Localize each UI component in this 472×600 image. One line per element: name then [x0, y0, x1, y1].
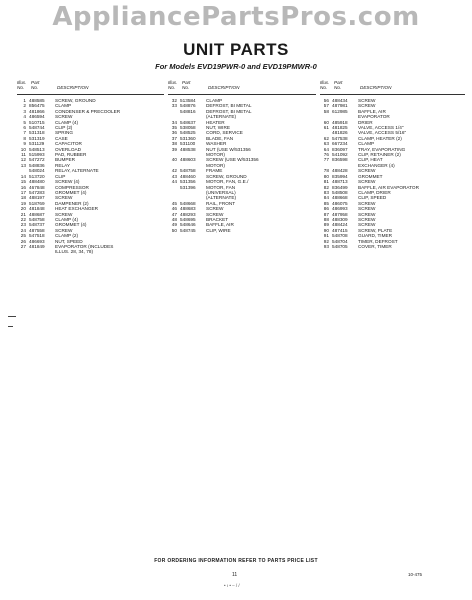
illus-number: 10 [20, 146, 26, 152]
illus-number: 4 [23, 114, 26, 120]
part-description: SCREW [358, 200, 376, 206]
part-description: GROMMET (4) [55, 222, 87, 228]
part-number: 488480 [29, 179, 45, 185]
part-number: 513720 [29, 173, 45, 179]
part-number: 488603 [180, 157, 196, 163]
part-description: GROMMET [358, 173, 383, 179]
part-number: 486993 [332, 206, 348, 212]
part-no-header: No. [182, 85, 190, 90]
part-number [29, 249, 55, 254]
illus-header: Illus. [17, 80, 27, 85]
illus-no-header: No. [320, 85, 328, 90]
illus-number: 93 [323, 243, 329, 249]
part-number: 548704 [332, 238, 348, 244]
part-number: 488428 [332, 168, 348, 174]
illus-number: 26 [20, 238, 26, 244]
illus-number: 5 [23, 119, 26, 125]
part-number: 513584 [180, 98, 196, 103]
part-number: 485918 [332, 119, 348, 125]
ordering-footer: FOR ORDERING INFORMATION REFER TO PARTS PRICE LIST [154, 558, 318, 564]
part-number: 547518 [29, 233, 45, 239]
part-description: HEAT EXCHANGER [55, 206, 99, 212]
part-header: Part [334, 80, 343, 85]
part-number: 548744 [29, 125, 45, 131]
illus-number: 6 [23, 125, 26, 131]
part-description: VALVE, ACCESS 1/4" [358, 125, 404, 131]
part-description: EXCHANGER (4) [358, 162, 395, 168]
illus-number: 44 [171, 179, 177, 185]
part-description: PAD, RUBBER [55, 152, 87, 158]
bottom-mark: • ı • – / / [224, 583, 240, 588]
page-number: 11 [232, 572, 238, 578]
parts-row [168, 228, 316, 233]
part-number: 548525 [180, 130, 196, 136]
part-description: RAIL, FRONT [206, 200, 236, 206]
illus-number: 48 [171, 216, 177, 222]
illus-number: 1 [23, 98, 26, 103]
part-description: COVER, TIMER [358, 243, 392, 249]
part-number: 836097 [332, 146, 348, 152]
part-description: BUMPER [55, 157, 76, 163]
part-description: SCREW [358, 206, 376, 212]
illus-number: 62 [323, 135, 329, 141]
illus-number: 38 [171, 141, 177, 147]
illus-number: 89 [323, 222, 329, 228]
illus-number: 8 [23, 135, 26, 141]
part-description: RELAY, ALTERNATE [55, 168, 99, 174]
part-number: 531100 [180, 141, 196, 147]
part-number: 486075 [332, 200, 348, 206]
part-description: EVAPORATOR [358, 114, 390, 120]
part-number: 481866 [29, 108, 45, 114]
part-description: EVAPORATOR (INCLUDES [55, 243, 114, 249]
part-number: 481825 [332, 125, 348, 131]
part-number: 835994 [332, 173, 348, 179]
illus-number: 92 [323, 238, 329, 244]
part-number: 488434 [332, 98, 348, 103]
part-description: FRAME [206, 168, 223, 174]
illus-number: 22 [20, 216, 26, 222]
illus-header: Illus. [168, 80, 178, 85]
part-number: 547283 [29, 189, 45, 195]
part-number: 538058 [180, 125, 196, 131]
illus-no-header: No. [17, 85, 25, 90]
parts-column-1 [17, 80, 164, 255]
part-number: 836499 [332, 184, 348, 190]
illus-number: 49 [171, 222, 177, 228]
part-number: 548708 [332, 233, 348, 239]
part-number: 510715 [29, 119, 45, 125]
illus-number: 40 [171, 157, 177, 163]
part-description: CLAMP (4) [55, 216, 79, 222]
illus-number: 35 [171, 125, 177, 131]
part-description: BRACKET [206, 216, 229, 222]
part-description: NUT, SPEED [55, 238, 83, 244]
part-number: 531396 [180, 184, 196, 190]
part-description: BAFFLE, AIR EVAPORATOR [358, 184, 419, 190]
illus-number: 16 [20, 184, 26, 190]
illus-number: 34 [171, 119, 177, 125]
illus-header: Illus. [320, 80, 330, 85]
part-description: SCREW, GROUND [206, 173, 247, 179]
part-description: SCREW, GROUND [55, 98, 96, 103]
illus-number: 47 [171, 211, 177, 217]
illus-number: 2 [23, 103, 26, 109]
illus-number: 83 [323, 189, 329, 195]
illus-number: 77 [323, 157, 329, 163]
part-description: DEFROST, BI METAL [206, 103, 252, 109]
illus-number: 87 [323, 211, 329, 217]
part-description: (ALTERNATE) [206, 114, 237, 120]
illus-number: 37 [171, 135, 177, 141]
part-number: 481826 [332, 130, 348, 136]
part-description: DEFROST, BI METAL [206, 108, 252, 114]
illus-number: 90 [323, 227, 329, 233]
part-description: BLADE, FAN [206, 135, 234, 141]
part-number: 531360 [180, 135, 196, 141]
part-number: 488668 [332, 195, 348, 201]
illus-number: 17 [20, 189, 26, 195]
illus-number: 15 [20, 179, 26, 185]
page-subtitle: For Models EVD19PWR-0 and EVD19PMWR-0 [155, 62, 317, 71]
part-description: CLIP [55, 173, 66, 179]
parts-column-2 [168, 80, 316, 233]
illus-number: 25 [20, 233, 26, 239]
illus-number: 88 [323, 216, 329, 222]
description-header: DESCRIPTION [208, 85, 240, 90]
illus-number: 43 [171, 173, 177, 179]
part-number: 488460 [180, 173, 196, 179]
illus-number: 84 [323, 195, 329, 201]
illus-number: 80 [323, 173, 329, 179]
part-description: NUT, WIRE [206, 125, 230, 131]
illus-number: 46 [171, 206, 177, 212]
watermark-text: AppliancePartsPros.com [52, 2, 420, 32]
illus-number: 81 [323, 179, 329, 185]
part-description: CLIP, SPEED [358, 195, 387, 201]
part-number: 488687 [29, 211, 45, 217]
illus-number: 82 [323, 184, 329, 190]
illus-number: 7 [23, 130, 26, 136]
part-number: 487958 [332, 211, 348, 217]
part-description: SCREW [358, 216, 376, 222]
part-description: CLAMP (4) [55, 119, 79, 125]
part-number: 548024 [29, 168, 45, 174]
illus-number: 85 [323, 200, 329, 206]
illus-number: 76 [323, 152, 329, 158]
part-number: 487415 [332, 227, 348, 233]
part-description: MOTOR, FAN [206, 184, 236, 190]
part-number: 531319 [29, 135, 45, 141]
part-number: 486594 [29, 114, 45, 120]
part-number: 547538 [332, 135, 348, 141]
illus-number: 11 [21, 152, 26, 158]
part-description: DRIER [358, 119, 373, 125]
part-description: SCREW [358, 168, 376, 174]
part-number: 548695 [180, 216, 196, 222]
part-number: 488197 [29, 195, 45, 201]
part-number: 548876 [180, 103, 196, 109]
parts-column-3 [320, 80, 465, 249]
part-number: 547272 [29, 157, 45, 163]
part-description: SCREW [206, 206, 224, 212]
part-description: BAFFLE, AIR [358, 108, 386, 114]
illus-number: 20 [20, 206, 26, 212]
part-description: MOTOR) [206, 162, 225, 168]
part-number: 612985 [332, 108, 348, 114]
part-number: 531129 [29, 141, 45, 147]
part-description: BAFFLE, AIR [206, 222, 234, 228]
part-number: 548637 [180, 119, 196, 125]
part-description: SCREW [55, 195, 73, 201]
illus-number [17, 249, 29, 254]
part-number: 531318 [29, 130, 45, 136]
illus-number: 12 [20, 157, 26, 163]
part-description: CLAMP (2) [55, 233, 79, 239]
part-description: CAPACITOR [55, 141, 82, 147]
illus-number: 9 [23, 141, 26, 147]
part-number: 856475 [29, 103, 45, 109]
part-number: 548836 [29, 162, 45, 168]
part-description: SCREW [358, 222, 376, 228]
page-title: UNIT PARTS [183, 40, 289, 59]
part-description: ILLUS. 28, 34, 78) [55, 249, 94, 255]
part-description: WASHER [206, 141, 227, 147]
column-header [320, 80, 465, 95]
illus-number: 18 [20, 195, 26, 201]
illus-number: 19 [20, 200, 26, 206]
illus-number: 23 [20, 222, 26, 228]
illus-number: 45 [171, 200, 177, 206]
part-no-header: No. [334, 85, 342, 90]
illus-number: 36 [171, 130, 177, 136]
part-description: TRAY, EVAPORATING [358, 146, 406, 152]
part-number: 488309 [332, 216, 348, 222]
part-number: 667234 [332, 141, 348, 147]
part-description: VALVE, ACCESS 5/16" [358, 130, 407, 136]
part-description: RELAY [55, 162, 71, 168]
illus-number: 58 [323, 108, 329, 114]
description-header: DESCRIPTION [57, 85, 89, 90]
part-number: 488424 [332, 222, 348, 228]
part-number: 548758 [180, 168, 196, 174]
illus-number: 39 [171, 146, 177, 152]
part-number: 548758 [29, 216, 45, 222]
part-description: CLIP, HEAT [358, 157, 383, 163]
part-description: CLAMP [55, 103, 72, 109]
illus-number: 56 [323, 98, 329, 103]
illus-number: 86 [323, 206, 329, 212]
part-description: CLAMP [358, 141, 375, 147]
part-description: CLIP (2) [55, 125, 73, 131]
part-number: 541092 [332, 152, 348, 158]
part-header: Part [182, 80, 191, 85]
part-description: CONDENSER & PRECOOLER [55, 108, 121, 114]
part-number: 548668 [180, 200, 196, 206]
part-description: SCREW [206, 211, 224, 217]
part-no-header: No. [31, 85, 39, 90]
part-description: HEATER [206, 119, 225, 125]
part-description: CORD, SERVICE [206, 130, 243, 136]
part-description: MOTOR) [206, 152, 225, 158]
part-description: SCREW [358, 179, 376, 185]
edge-tick-mark [8, 316, 16, 317]
illus-number: 27 [20, 243, 26, 249]
illus-number: 14 [20, 173, 26, 179]
illus-number: 32 [171, 98, 177, 103]
part-header: Part [31, 80, 40, 85]
illus-number: 63 [323, 141, 329, 147]
column-header [168, 80, 316, 95]
part-description: CLIP, RETAINER (2) [358, 152, 401, 158]
part-number: 486693 [29, 238, 45, 244]
part-number: 531356 [180, 179, 196, 185]
part-number: 487558 [29, 227, 45, 233]
part-description: SCREW [358, 98, 376, 103]
part-number: 518769 [29, 200, 45, 206]
part-description: DAMPENER (2) [55, 200, 89, 206]
part-number: 488538 [180, 146, 196, 152]
part-description: SCREW [358, 211, 376, 217]
part-number: 488585 [29, 98, 45, 103]
illus-no-header: No. [168, 85, 176, 90]
part-number: 467848 [29, 184, 45, 190]
illus-number: 42 [171, 168, 177, 174]
part-number: 515993 [29, 152, 45, 158]
part-description: SCREW (4) [55, 179, 80, 185]
column-header [17, 80, 164, 95]
parts-row [320, 244, 465, 249]
part-description: GUARD, TIMER [358, 233, 393, 239]
illus-number: 60 [323, 119, 329, 125]
part-number: 548508 [332, 189, 348, 195]
part-description: MOTOR, FAN, G.E./ [206, 179, 249, 185]
part-number: 548646 [180, 222, 196, 228]
part-description: SCREW (USE W/531356 [206, 157, 259, 163]
part-description: CASE [55, 135, 68, 141]
part-description: SCREW [358, 103, 376, 109]
part-number: 488713 [332, 179, 348, 185]
part-description: SCREW [55, 211, 73, 217]
illus-number: 21 [20, 211, 26, 217]
part-number: 548816 [180, 108, 196, 114]
part-description: CLIP, WIRE [206, 227, 231, 233]
part-description: OVERLOAD [55, 146, 82, 152]
illus-number: 24 [20, 227, 26, 233]
part-description: SCREW [55, 114, 73, 120]
document-code: 10-475 [408, 572, 423, 577]
part-number: 488293 [180, 211, 196, 217]
edge-tick-mark [8, 326, 13, 327]
part-number: 488683 [180, 206, 196, 212]
illus-number: 50 [171, 227, 177, 233]
part-number: 481848 [29, 206, 45, 212]
part-number: 548737 [29, 222, 45, 228]
part-description: GROMMET (4) [55, 189, 87, 195]
part-number: 548513 [29, 146, 45, 152]
part-number: 487981 [332, 103, 348, 109]
illus-number: 91 [323, 233, 329, 239]
part-number: 548705 [332, 243, 348, 249]
part-description: CLAMP, DRIER [358, 189, 391, 195]
part-description: CLAMP [206, 98, 223, 103]
part-description: SCREW [55, 227, 73, 233]
illus-number: 33 [171, 103, 177, 109]
illus-number: 78 [323, 168, 329, 174]
part-description: SPRING [55, 130, 73, 136]
illus-number: 61 [323, 125, 329, 131]
part-description: (UNIVERSAL) [206, 189, 236, 195]
part-number: 548745 [180, 227, 196, 233]
part-description: COMPRESSOR [55, 184, 89, 190]
illus-number: 13 [20, 162, 26, 168]
part-number: 836598 [332, 157, 348, 163]
part-description: CLAMP, HEATER (2) [358, 135, 402, 141]
part-description: NUT (USE W/531356 [206, 146, 251, 152]
description-header: DESCRIPTION [360, 85, 392, 90]
part-description: TIMER, DEFROST [358, 238, 398, 244]
illus-number: 57 [323, 103, 329, 109]
illus-number: 64 [323, 146, 329, 152]
illus-number: 3 [23, 108, 26, 114]
part-number: 481849 [29, 243, 45, 249]
part-description: (ALTERNATE) [206, 195, 237, 201]
parts-row [17, 249, 164, 254]
part-description: SCREW, PLATE [358, 227, 393, 233]
